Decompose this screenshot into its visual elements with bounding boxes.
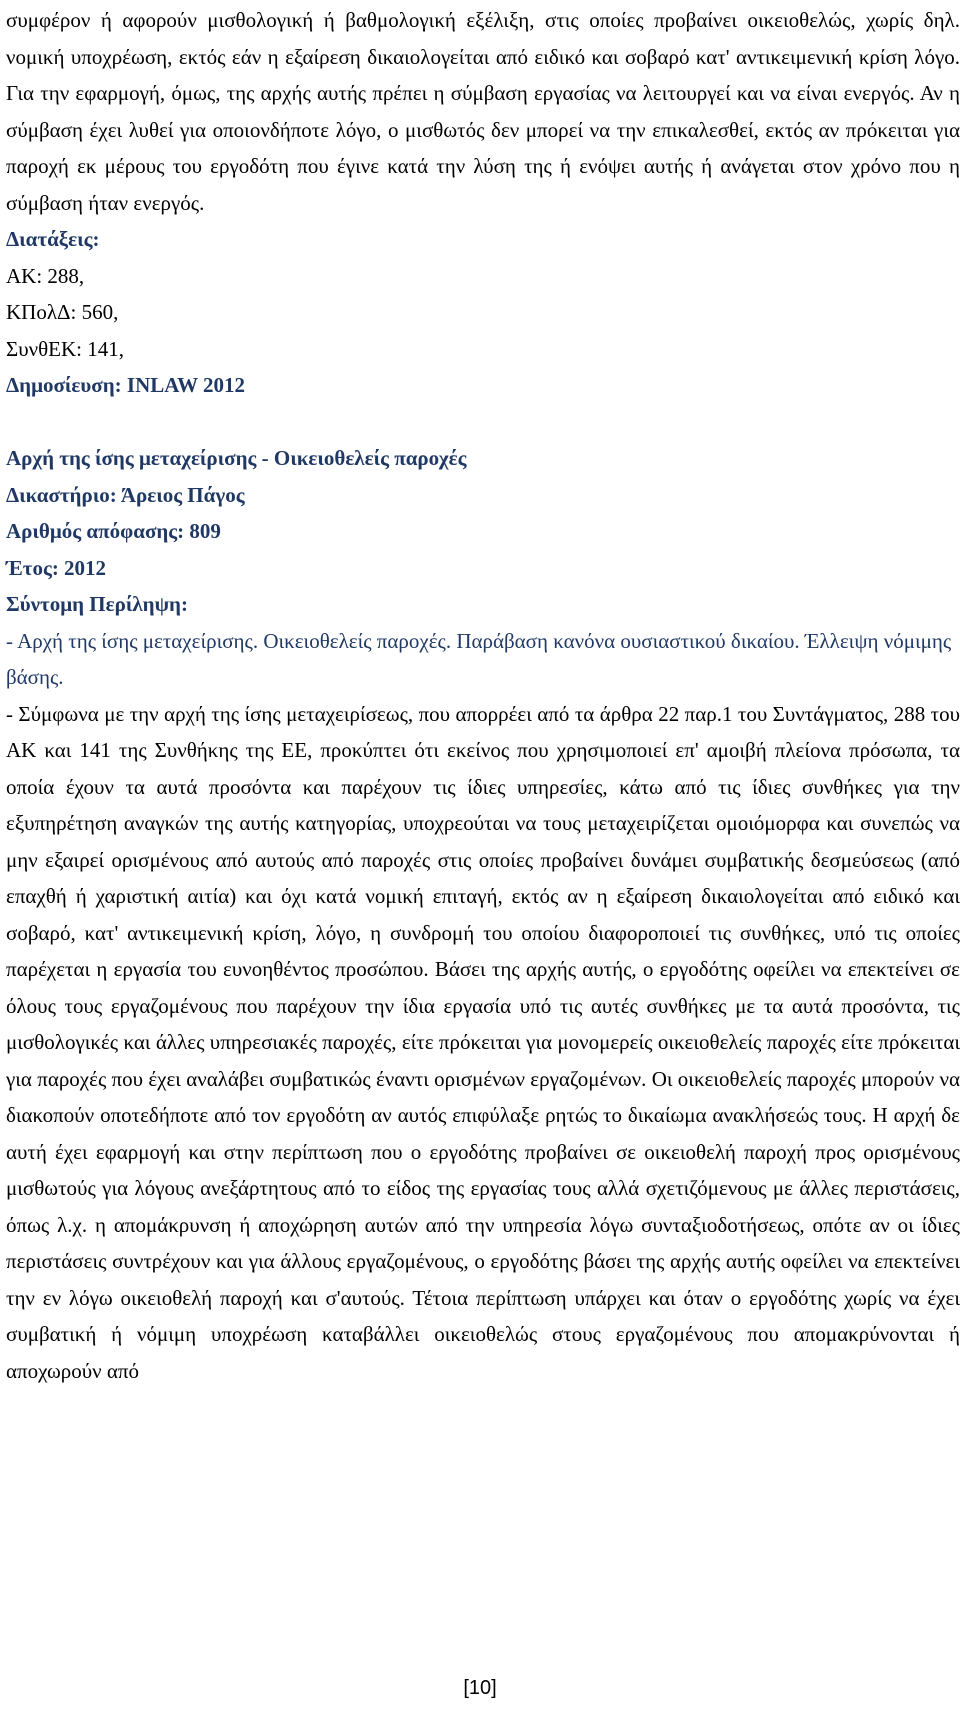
spacer: [6, 404, 960, 441]
summary-body: - Σύμφωνα με την αρχή της ίσης μεταχειρίσεως, που απορρέει από τα άρθρα 22 παρ.1 του Συντάγματος, 288 του ΑΚ και 141 της Συνθήκης της ΕΕ, προκύπτει ότι εκείνος που χρησιμοποιεί επ' αμοιβή πλείονα πρόσωπα, τα οποία έχουν τα αυτά προσόντα και παρέχουν τις ίδιες υπηρεσίες, κάτω από τις ίδιες συνθήκες για την εξυπηρέτηση αναγκών της αυτής κατηγορίας, υποχρεούται να τους μεταχειρίζεται ομοιόμορφα και συνεπώς να μην εξαιρεί ορισμένους από αυτούς από παροχές στις οποίες προβαίνει δυνάμει συμβατικής δεσμεύσεως (από επαχθή ή χαριστική αιτία) και όχι κατά νομική επιταγή, εκτός αν η εξαίρεση δικαιολογείται από ειδικό και σοβαρό, κατ' αντικειμενική κρίση, λόγο, η συνδρομή του οποίου διαφοροποιεί τις συνθήκες, υπό τις οποίες παρέχεται η εργασία του ευνοηθέντος προσώπου. Βάσει της αρχής αυτής, ο εργοδότης οφείλει να επεκτείνει σε όλους τους εργαζομένους που παρέχουν την ίδια εργασία υπό τις αυτές συνθήκες με τα αυτά προσόντα, τις μισθολογικές και άλλες υπηρεσιακές παροχές, είτε πρόκειται για μονομερείς οικειοθελείς παροχές είτε πρόκειται για παροχές που έχει αναλάβει συμβατικώς έναντι ορισμένων εργαζομένων. Οι οικειοθελείς παροχές μπορούν να διακοπούν οποτεδήποτε από τον εργοδότη αν αυτός επιφύλαξε ρητώς το δικαίωμα ανακλήσεώς τους. Η αρχή δε αυτή έχει εφαρμογή και στην περίπτωση που ο εργοδότης προβαίνει σε οικειοθελή παροχή προς ορισμένους μισθωτούς για λόγους ανεξάρτητους από το είδος της εργασίας τους αλλά σχετιζόμενους με άλλες περιστάσεις, όπως λ.χ. η απομάκρυνση ή αποχώρηση αυτών από την υπηρεσία λόγω συνταξιοδοτήσεως, οπότε αν οι ίδιες περιστάσεις συντρέχουν και για άλλους εργαζομένους, ο εργοδότης βάσει της αρχής αυτής οφείλει να επεκτείνει την εν λόγω οικειοθελή παροχή και σ'αυτούς. Τέτοια περίπτωση υπάρχει και όταν ο εργοδότης χωρίς να έχει συμβατική ή νόμιμη υποχρέωση καταβάλλει οικειοθελώς στους εργαζομένους που απομακρύνονται ή αποχωρούν από: [6, 701, 960, 1383]
provisions-label: Διατάξεις:: [6, 227, 100, 251]
court-line: Δικαστήριο: Άρειος Πάγος: [6, 482, 245, 507]
provision-item: ΑΚ: 288,: [6, 263, 85, 288]
provision-item: ΣυνθΕΚ: 141,: [6, 336, 125, 361]
provision-item: ΚΠολΔ: 560,: [6, 300, 119, 324]
summary-label: Σύντομη Περίληψη:: [6, 592, 188, 616]
page-number: [10]: [463, 1677, 497, 1699]
document-body: [6, 2, 960, 1389]
year-line: Έτος: 2012: [6, 555, 107, 580]
case-title: Αρχή της ίσης μεταχείρισης - Οικειοθελείς παροχές: [6, 446, 467, 470]
publication-line: Δημοσίευση: INLAW 2012: [6, 373, 245, 397]
decision-number-line: Αριθμός απόφασης: 809: [6, 519, 221, 543]
continuation-paragraph: συμφέρον ή αφορούν μισθολογική ή βαθμολογική εξέλιξη, στις οποίες προβαίνει οικειοθελώς, χωρίς δηλ. νομική υποχρέωση, εκτός εάν η εξαίρεση δικαιολογείται από ειδικό και σοβαρό κατ' αντικειμενική κρίση λόγο. Για την εφαρμογή, όμως, της αρχής αυτής πρέπει η σύμβαση εργασίας να λειτουργεί και να είναι ενεργός. Αν η σύμβαση έχει λυθεί για οποιονδήποτε λόγο, ο μισθωτός δεν μπορεί να την επικαλεσθεί, εκτός αν πρόκειται για παροχή εκ μέρους του εργοδότη που έγινε κατά την λύση της ή ενόψει αυτής ή ανάγεται στον χρόνο που η σύμβαση ήταν ενεργός.: [6, 8, 960, 215]
summary-keywords: - Αρχή της ίσης μεταχείρισης. Οικειοθελείς παροχές. Παράβαση κανόνα ουσιαστικού δικαίου. Έλλειψη νόμιμης βάσης.: [6, 628, 952, 689]
